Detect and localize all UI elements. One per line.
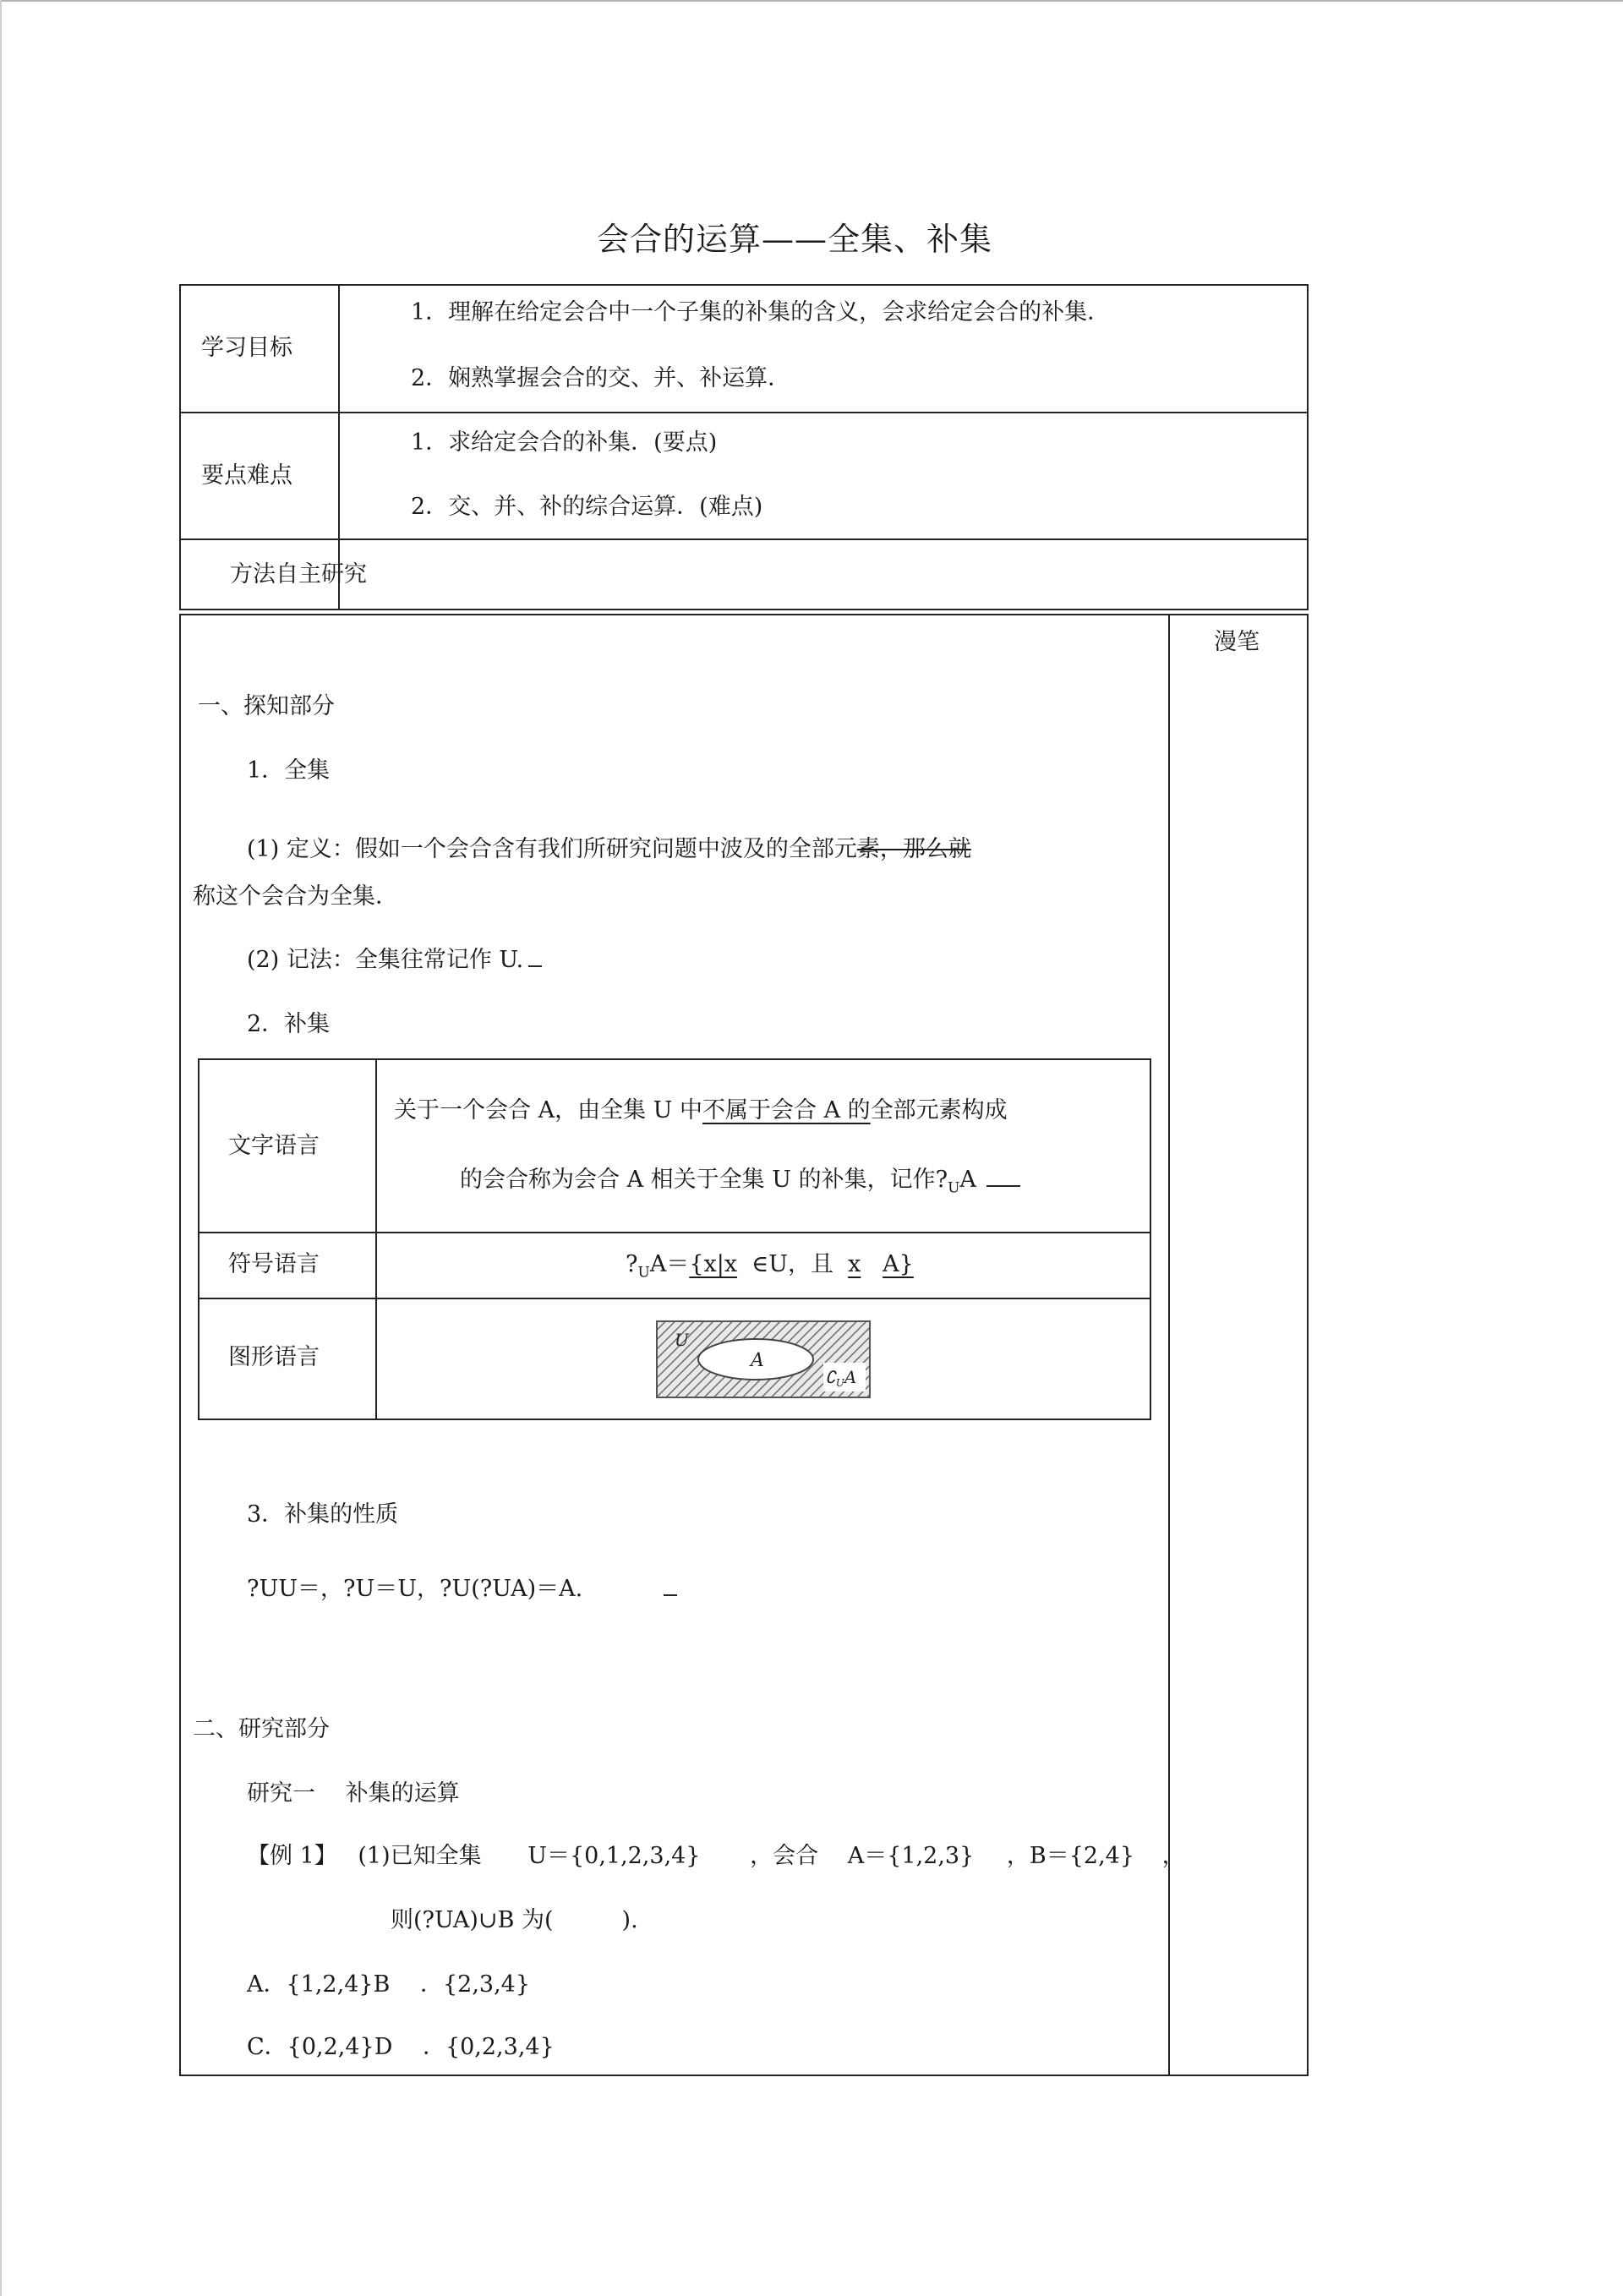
text-fragment: A＝ [649, 1251, 690, 1277]
topic-heading: 研究一 补集的运算 [247, 1780, 460, 1807]
subsection-heading: 2．补集 [247, 1011, 331, 1037]
text-fragment: A＝{1,2,3} [847, 1843, 975, 1869]
underlined-text: 不属于会合 A 的 [702, 1097, 871, 1123]
section-heading: 一、探知部分 [198, 693, 335, 719]
definition-text: (1) 定义：假如一个会合含有我们所研究问题中波及的全部元 [247, 836, 857, 862]
blank [664, 1576, 677, 1596]
text-language-line [460, 1163, 1020, 1203]
text-fragment: ? [626, 1251, 638, 1277]
figure-language-label: 图形语言 [228, 1344, 320, 1370]
table-row-divider [179, 412, 1309, 413]
keypoints-label: 要点难点 [201, 462, 292, 489]
symbol-language-label: 符号语言 [228, 1251, 320, 1277]
text-language-line [394, 1096, 1008, 1126]
underlined-text: x [848, 1251, 861, 1277]
notes-label: 漫笔 [1214, 629, 1260, 655]
page-title: 会合的运算——全集、补集 [596, 221, 992, 258]
complement-set: A [844, 1367, 857, 1387]
underlined-text: A} [883, 1251, 914, 1277]
text-fragment: 关于一个会合 A，由全集 U 中 [394, 1097, 703, 1123]
text-fragment: ，B＝{2,4} [1006, 1843, 1135, 1869]
definition-line: 称这个会合为全集． [193, 883, 398, 910]
subscript: U [637, 1264, 650, 1282]
objective-item: 1．理解在给定会合中一个子集的补集的含义，会求给定会合的补集． [411, 299, 1111, 325]
struck-text: 素，那么就 [856, 836, 971, 862]
section-heading: 二、研究部分 [193, 1716, 330, 1742]
venn-diagram [656, 1320, 871, 1398]
blank [528, 947, 542, 967]
text-fragment: ∈U，且 [737, 1251, 849, 1277]
text-fragment: 的会合称为会合 A 相关于全集 U 的补集，记作? [460, 1167, 948, 1193]
venn-u-label: U [675, 1330, 689, 1350]
symbol-language-formula [626, 1249, 914, 1287]
example-tag: 【例 1】 [247, 1843, 337, 1869]
page-edge [0, 0, 1623, 2]
underlined-text: {x|x [689, 1251, 738, 1277]
keypoint-item: 2．交、并、补的综合运算．(难点) [411, 494, 763, 520]
text-fragment: (1)已知全集 [358, 1843, 482, 1869]
page-edge [0, 0, 2, 2296]
objective-item: 2．娴熟掌握会合的交、并、补运算． [411, 365, 791, 391]
example-question: 则(?UA)∪B 为( ). [391, 1907, 638, 1933]
definition-line [247, 834, 971, 865]
subsection-heading: 1．全集 [247, 757, 331, 784]
text-fragment: ，会合 [750, 1843, 819, 1869]
method-label: 方法自主研究 [230, 561, 367, 588]
blank [986, 1163, 1020, 1187]
subscript: U [948, 1179, 960, 1197]
complement-subscript: U [835, 1377, 844, 1389]
properties-formula [247, 1574, 677, 1604]
table-row-divider [179, 538, 1309, 540]
example-options: A．{1,2,4}B ．{2,3,4} [247, 1971, 531, 1998]
subsection-heading: 3．补集的性质 [247, 1501, 399, 1528]
formula-text: ?UU＝，?U＝U，?U(?UA)＝A. [247, 1576, 583, 1602]
complement-symbol: ∁ [825, 1367, 836, 1387]
keypoint-item: 1．求给定会合的补集．(要点) [411, 429, 718, 456]
table-column-divider [375, 1058, 377, 1420]
text-fragment: U＝{0,1,2,3,4} [527, 1843, 701, 1869]
text-fragment: A [959, 1167, 976, 1193]
text-fragment [861, 1251, 883, 1277]
text-language-label: 文字语言 [228, 1133, 320, 1159]
text-fragment: 全部元素构成 [870, 1097, 1008, 1123]
notation-line [247, 945, 542, 976]
example-options: C．{0,2,4}D ．{0,2,3,4} [247, 2034, 555, 2060]
table-row-divider [198, 1298, 1151, 1299]
example-stem [247, 1841, 1185, 1872]
objectives-label: 学习目标 [201, 335, 292, 361]
notation-text: (2) 记法：全集往常记作 U. [247, 947, 524, 973]
venn-a-label: A [751, 1350, 764, 1371]
table-row-divider [198, 1232, 1151, 1233]
text-fragment: ， [1161, 1843, 1185, 1869]
